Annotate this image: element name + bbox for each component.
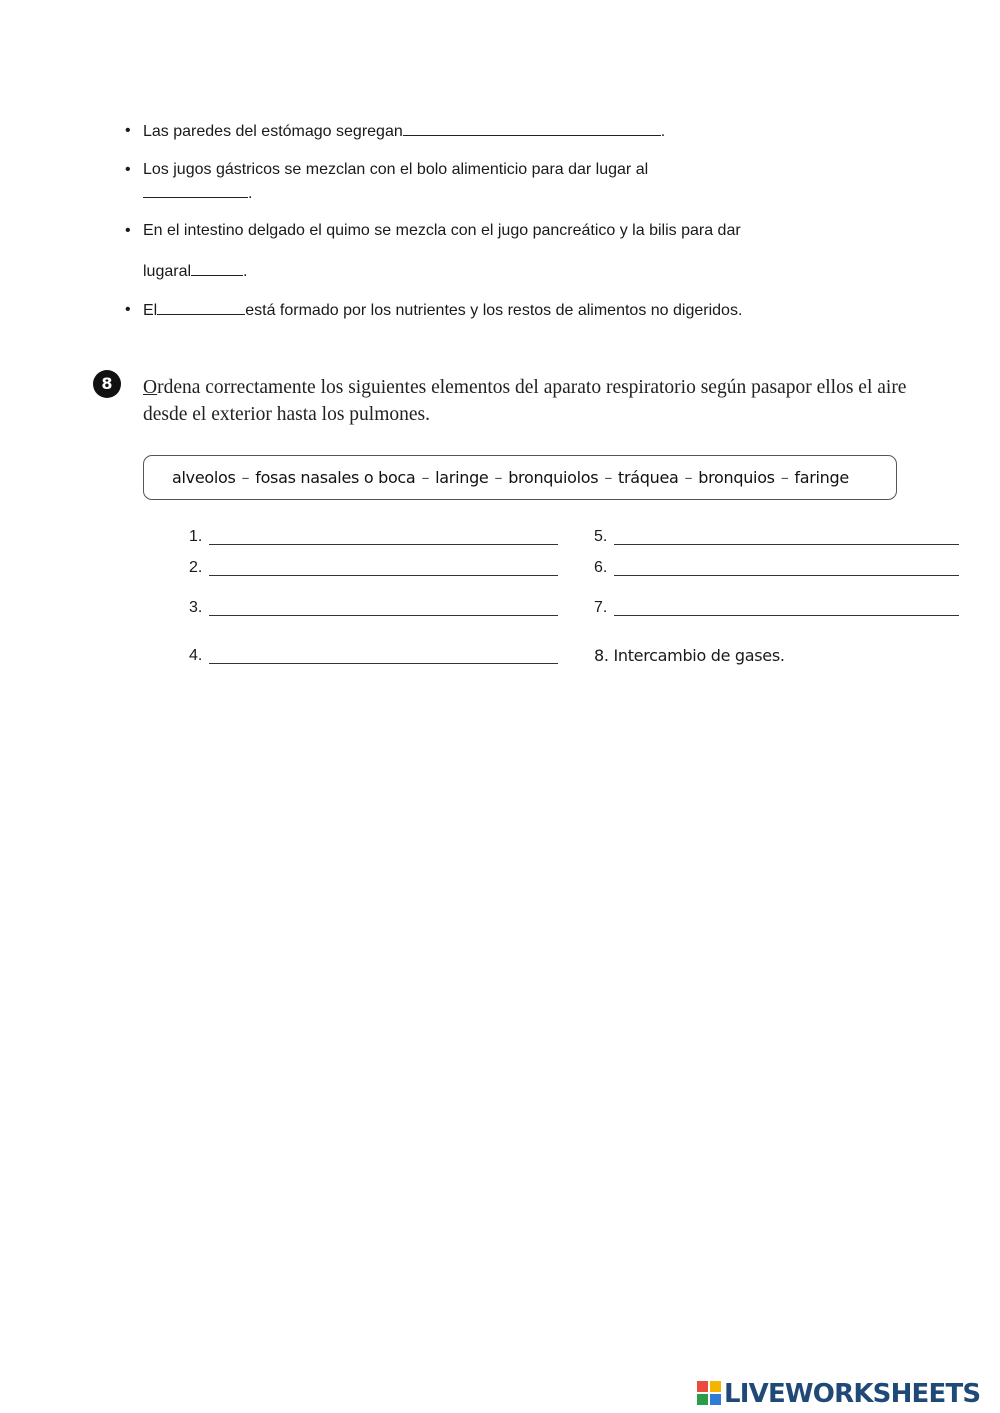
- word-item: faringe: [794, 468, 849, 487]
- bullet-dot: •: [125, 301, 131, 318]
- word-item: fosas nasales o boca: [255, 468, 416, 487]
- answer-blank[interactable]: [191, 261, 243, 276]
- bullet-text-end: .: [248, 185, 253, 202]
- bullet-dot: •: [125, 161, 131, 178]
- word-separator: –: [604, 468, 613, 487]
- brand-name: LIVEWORKSHEETS: [724, 1379, 981, 1409]
- answer-label: 6.: [594, 559, 608, 576]
- liveworksheets-logo-icon: [697, 1381, 721, 1405]
- answer-blank[interactable]: [403, 121, 661, 136]
- bullet-text: El: [143, 302, 158, 319]
- answer-label: 4.: [189, 647, 203, 664]
- word-separator: –: [780, 468, 789, 487]
- bullet-text-end: está formado por los nutrientes y los restos de alimentos no digeridos.: [245, 302, 743, 319]
- answer-row-8: 8. Intercambio de gases.: [594, 646, 785, 665]
- answer-line[interactable]: [209, 615, 558, 616]
- answer-line[interactable]: [614, 615, 959, 616]
- answer-line[interactable]: [614, 544, 959, 545]
- question-body: rdena correctamente los siguientes elementos del aparato respiratorio según pasapor ellos el aire desde el exterior hasta los pulmones.: [143, 377, 907, 425]
- bullet-text: Los jugos gástricos se mezclan con el bolo alimenticio para dar lugar al: [143, 161, 649, 178]
- logo-square-yellow: [710, 1381, 721, 1392]
- bullet-text: lugaral: [143, 263, 192, 280]
- answer-line[interactable]: [209, 663, 558, 664]
- bullet-text: En el intestino delgado el quimo se mezcla con el jugo pancreático y la bilis para dar: [143, 222, 741, 239]
- bullet-text-end: .: [243, 263, 248, 280]
- question-first-letter: O: [143, 377, 158, 398]
- question-number-badge: 8: [93, 370, 121, 398]
- answer-label: 2.: [189, 559, 203, 576]
- logo-square-red: [697, 1381, 708, 1392]
- question-text: [143, 374, 943, 428]
- answer-line[interactable]: [614, 575, 959, 576]
- answer-line[interactable]: [209, 575, 558, 576]
- word-item: bronquiolos: [508, 468, 599, 487]
- bullet-text-end: .: [660, 123, 666, 140]
- bullet-text: Las paredes del estómago segregan: [143, 123, 403, 140]
- bullet-dot: •: [125, 122, 131, 139]
- word-bank-list: [172, 468, 849, 488]
- word-separator: –: [684, 468, 693, 487]
- answer-label: 1.: [189, 528, 203, 545]
- word-item: laringe: [435, 468, 489, 487]
- bullet-item-2-continuation: [143, 183, 252, 204]
- word-item: bronquios: [698, 468, 775, 487]
- bullet-dot: •: [125, 222, 131, 239]
- logo-square-blue: [710, 1394, 721, 1405]
- word-item: tráquea: [618, 468, 679, 487]
- answer-label: 5.: [594, 528, 608, 545]
- word-separator: –: [421, 468, 430, 487]
- answer-label: 3.: [189, 599, 203, 616]
- logo-square-green: [697, 1394, 708, 1405]
- answer-blank[interactable]: [157, 300, 245, 315]
- word-bank: [143, 455, 897, 500]
- word-separator: –: [494, 468, 503, 487]
- bullet-item-3-continuation: [143, 261, 247, 282]
- answer-blank[interactable]: [143, 183, 248, 198]
- word-separator: –: [241, 468, 250, 487]
- answer-label: 7.: [594, 599, 608, 616]
- answer-line[interactable]: [209, 544, 558, 545]
- word-item: alveolos: [172, 468, 236, 487]
